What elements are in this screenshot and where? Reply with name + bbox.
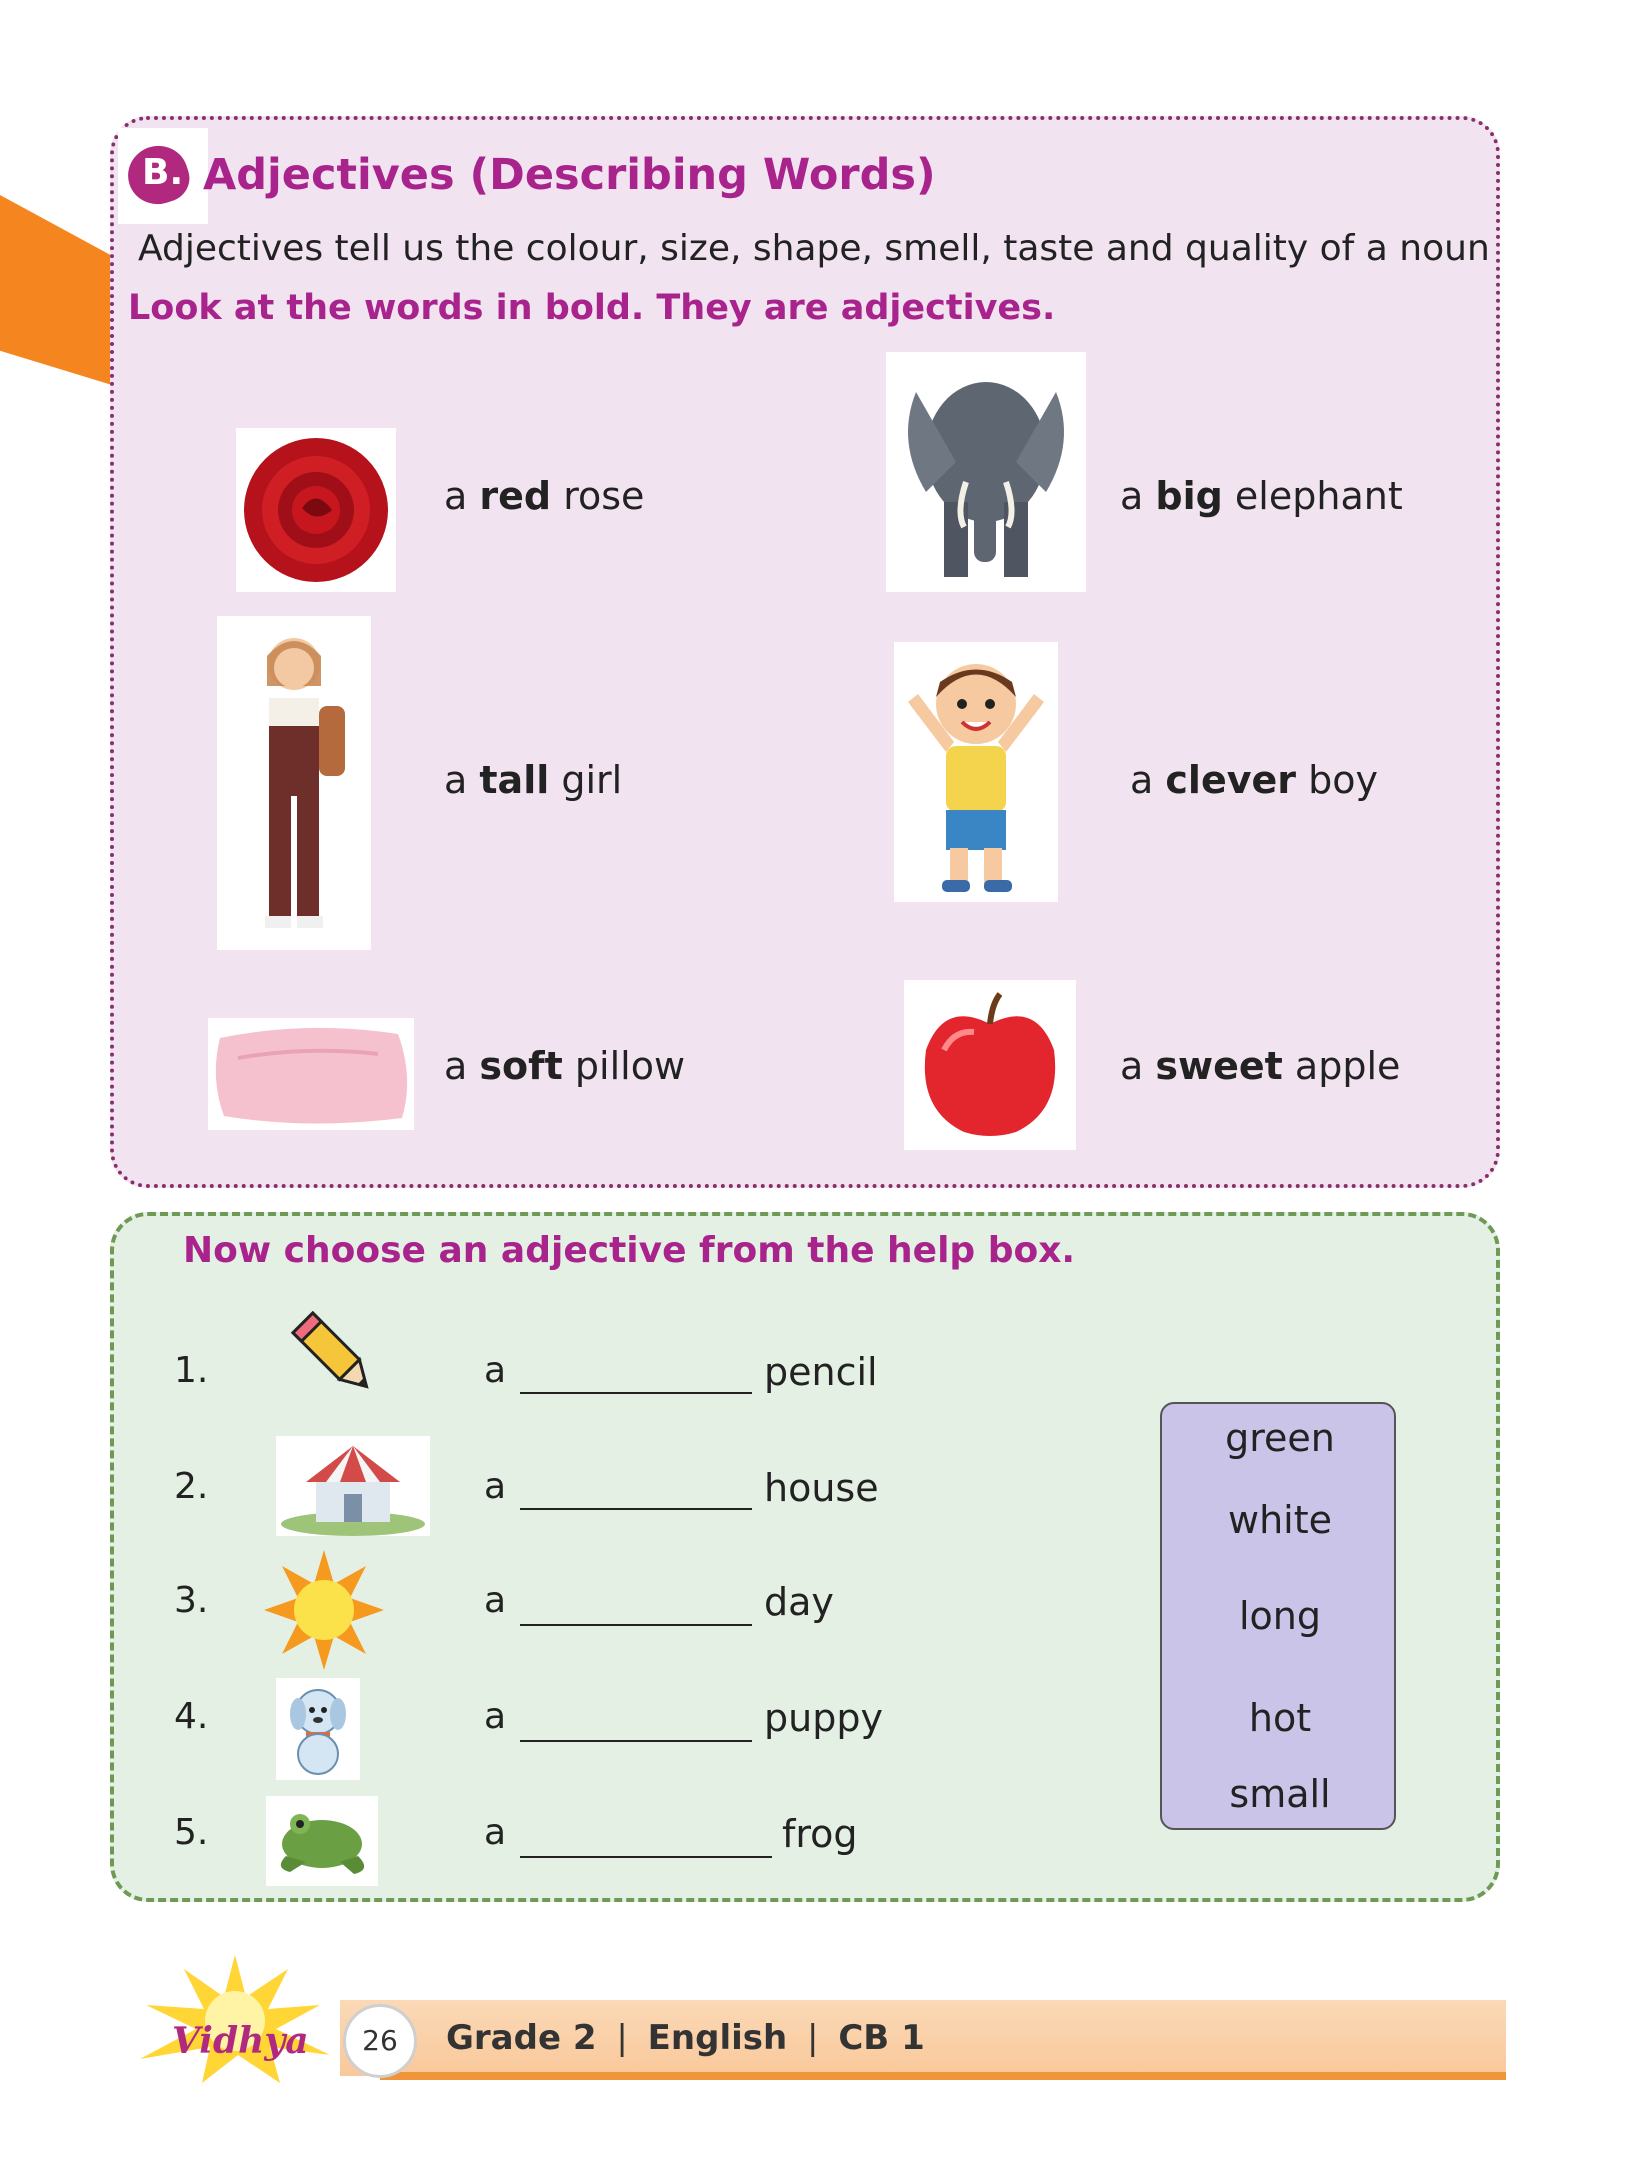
question-number: 2. [174,1466,209,1507]
question-noun: frog [782,1812,858,1856]
answer-blank[interactable] [520,1740,752,1742]
question-noun: day [764,1580,834,1624]
example-label-girl: a tall girl [444,758,623,802]
sun-image [262,1548,386,1672]
question-article: a [484,1812,507,1853]
example-label-apple: a sweet apple [1120,1044,1401,1088]
help-word-green: green [1225,1416,1335,1460]
adjective-word: sweet [1155,1044,1283,1088]
footer-separator: | [616,2018,628,2058]
footer-grade: Grade 2 [446,2018,597,2058]
adjective-word: tall [479,758,550,802]
footer-separator: | [807,2018,819,2058]
help-box [1160,1402,1396,1830]
orange-corner-tab [0,195,112,385]
section-intro: Adjectives tell us the colour, size, shape, smell, taste and quality of a noun [138,228,1490,269]
example-label-rose: a red rose [444,474,645,518]
footer-label [446,2018,925,2058]
question-article: a [484,1696,507,1737]
adjective-word: red [479,474,552,518]
section-badge [118,128,208,224]
puppy-image [276,1678,360,1780]
footer-underline [380,2072,1506,2080]
frog-image [266,1796,378,1886]
question-number: 1. [174,1350,209,1391]
question-noun: pencil [764,1350,878,1394]
help-word-small: small [1229,1772,1331,1816]
answer-blank[interactable] [520,1508,752,1510]
answer-blank[interactable] [520,1856,772,1858]
question-noun: house [764,1466,879,1510]
footer-book: CB 1 [838,2018,925,2058]
apple-image [904,980,1076,1150]
adjective-word: clever [1165,758,1296,802]
example-label-elephant: a big elephant [1120,474,1403,518]
question-article: a [484,1350,507,1391]
elephant-image [886,352,1086,592]
section-title: Adjectives (Describing Words) [203,150,936,200]
badge-letter: B. [142,152,184,193]
section-instruction: Look at the words in bold. They are adjectives. [128,288,1056,328]
question-number: 4. [174,1696,209,1737]
help-word-long: long [1238,1594,1321,1638]
help-word-white: white [1228,1498,1332,1542]
exercise-instruction: Now choose an adjective from the help box. [183,1230,1076,1271]
adjective-word: big [1155,474,1223,518]
example-label-pillow: a soft pillow [444,1044,686,1088]
question-noun: puppy [764,1696,883,1740]
adjective-word: soft [479,1044,563,1088]
pencil-image [286,1306,382,1402]
footer-subject: English [647,2018,788,2058]
page-number: 26 [343,2004,417,2078]
girl-image [217,616,371,950]
help-word-hot: hot [1248,1696,1312,1740]
answer-blank[interactable] [520,1392,752,1394]
question-number: 5. [174,1812,209,1853]
house-image [276,1436,430,1536]
example-label-boy: a clever boy [1130,758,1378,802]
rose-image [236,428,396,592]
question-article: a [484,1580,507,1621]
question-number: 3. [174,1580,209,1621]
question-article: a [484,1466,507,1507]
answer-blank[interactable] [520,1624,752,1626]
boy-image [894,642,1058,902]
vidhya-logo-text: Vidhya [172,2020,309,2062]
pillow-image [208,1018,414,1130]
